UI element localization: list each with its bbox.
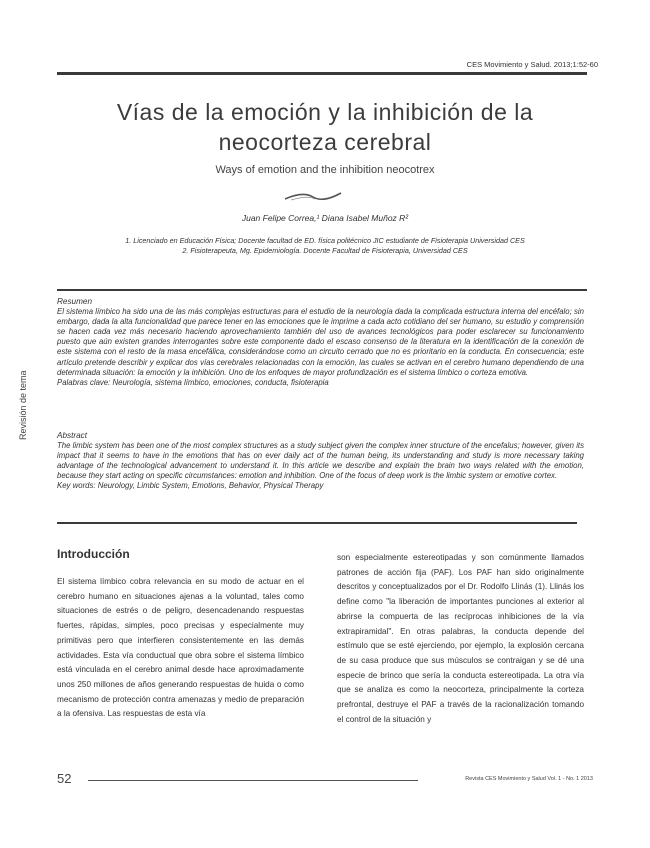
resumen-block	[57, 297, 584, 388]
resumen-heading: Resumen	[57, 297, 93, 306]
section-side-label: Revisión de tema	[18, 370, 28, 440]
abstract-bottom-rule	[57, 522, 577, 524]
article-title	[40, 97, 610, 157]
authors: Juan Felipe Correa,¹ Diana Isabel Muñoz R²	[241, 213, 409, 223]
intro-column-left: El sistema límbico cobra relevancia en su modo de actuar en el cerebro humano en situaciones ajenas a la voluntad, tales como situaciones de estrés o de peligro, desencadenando respuestas fuertes, rápidas, simples, poco precisas y especialmente muy primitivas pero que interfieren consistentemente en las demás actividades. Esta vía conductual que obra sobre el sistema límbico está vinculada en el cerebro animal desde hace aproximadamente unos 250 millones de años generando respuestas de huida o como mecanismo de protección contra amenazas y medio de preparación a la ofensiva. Las respuestas de esta vía	[57, 577, 304, 719]
ornament-swash-icon	[283, 187, 343, 207]
abstract-keywords: Key words: Neurology, Limbic System, Emotions, Behavior, Physical Therapy	[57, 481, 324, 491]
title-line-2: neocorteza cerebral	[218, 129, 432, 155]
abstract-heading: Abstract	[57, 431, 88, 440]
journal-reference: CES Movimiento y Salud. 2013;1:52-60	[466, 60, 598, 69]
affiliation-1: 1. Licenciado en Educación Física; Docente facultad de ED. física politécnico JIC estudiante de Fisioterapia Universidad CES	[125, 236, 525, 245]
page-number: 52	[57, 771, 72, 786]
abstract-top-rule	[57, 289, 587, 291]
intro-column-right: son especialmente estereotipadas y son comúnmente llamados patrones de acción fija (PAF). Los PAF han sido originalmente descritos y conceptualizados por el Dr. Rodolfo Llinás (1). Llinás los define como "la liberación de importantes punciones al exterior al abrirse la compuerta de las recíprocas inhibiciones de la vía extrapiramidal". En otras palabras, la conducta depende del estímulo que se esté ejerciendo, por ejemplo, la explosión cercana de su casa produce que sus músculos se contraigan y se dé una especie de brinco que sería la conducta estereotipada. La otra vía que se analiza es como la neocorteza, principalmente la corteza prefrontal, destruye el PAF a través de la racionalización tomando el control de la situación y	[337, 553, 584, 724]
affiliations	[60, 236, 590, 256]
abstract-block	[57, 431, 584, 492]
title-line-1: Vías de la emoción y la inhibición de la	[116, 99, 534, 125]
footer-journal: Revista CES Movimiento y Salud Vol. 1 - No. 1 2013	[465, 776, 593, 782]
abstract-text: The limbic system has been one of the most complex structures as a study subject given the complex inner structure of the encefalus; however, given its impact that it seems to have in the emotions that has on ever daily act of the human being, its understanding and study is more necessary taking advantage of the technological advancement to understand it. In this article we describe and explain the brain two ways related with the emotion, because they start acting on specific circumstances: emotion and inhibition. One of the focus of deep work is the limbic system or emotive cortex.	[57, 441, 584, 481]
header-rule	[57, 72, 587, 75]
article-subtitle: Ways of emotion and the inhibition neocotrex	[215, 164, 435, 176]
resumen-keywords: Palabras clave: Neurología, sistema límbico, emociones, conducta, fisioterapia	[57, 377, 329, 387]
resumen-text: El sistema límbico ha sido una de las más complejas estructuras para el estudio de la neurología dada la complicada estructura interna del encéfalo; sin embargo, dada la alta funcionalidad que parece tener en las emociones que le imprime a cada acto cotidiano del ser humano, su estudio y comprensión se hacen cada vez más necesario haciendo aprovechamiento también del uso de avances tecnológicos para poder esclarecer su funcionamiento puesto que aún existen grandes interrogantes sobre este componente dado el escaso consenso de la literatura en la identificación de la conexión de este sistema con el resto de la masa encefálica, considerándose como un circuito cerrado que no es prioritario en la conducta. En consecuencia; este artículo pretende describir y explicar dos vías cerebrales relacionadas con la emoción, las cuales se activan en el cerebro humano dependiendo de una determinada situación: la emoción y la inhibición. Uno de los enfoques de mayor profundización es el sistema límbico o corteza emotiva.	[57, 307, 584, 377]
intro-heading: Introducción	[57, 547, 130, 561]
footer-rule	[88, 780, 418, 781]
affiliation-2: 2. Fisioterapeuta, Mg. Epidemiología. Docente Facultad de Fisioterapia, Universidad CES	[182, 246, 468, 255]
